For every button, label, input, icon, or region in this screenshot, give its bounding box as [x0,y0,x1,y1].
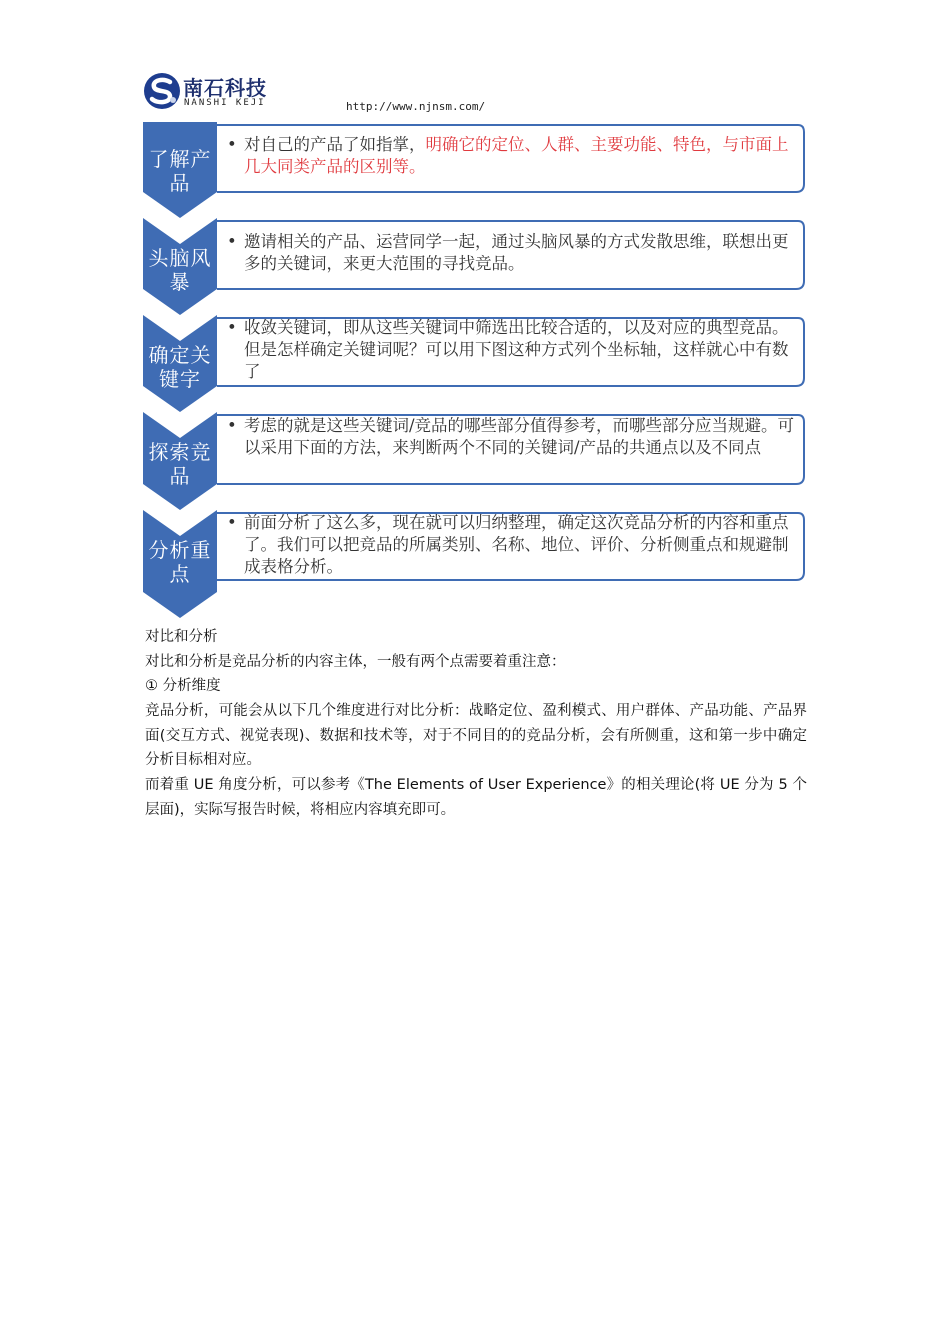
process-diagram [143,122,806,620]
section-heading: 对比和分析 [145,629,218,645]
step-label-4: 探索竞品 [148,440,212,488]
step-text-5-body: 前面分析了这么多，现在就可以归纳整理，确定这次竞品分析的内容和重点了。我们可以把竞品的所属类别、名称、地位、评价、分析侧重点和规避制成表格分析。 [244,513,789,576]
list-item-analysis-dimension: ① 分析维度 [145,678,221,694]
logo-english-name: NANSHI KEJI [184,98,266,108]
logo-s-icon [143,72,181,110]
step-label-2: 头脑风暴 [148,246,212,294]
step-text-1: • 对自己的产品了如指掌，明确它的定位、人群、主要功能、特色，与市面上几大同类产品的区别等。 [227,135,789,176]
step-text-4-body: 考虑的就是这些关键词/竞品的哪些部分值得参考，而哪些部分应当规避。可以采用下面的方法，来判断两个不同的关键词/产品的共通点以及不同点 [244,416,795,457]
paragraph-ue: 而着重 UE 角度分析，可以参考《The Elements of User Experience》的相关理论(将 UE 分为 5 个层面)，实际写报告时候，将相应内容填充即可。 [145,777,807,818]
website-url[interactable]: http://www.njnsm.com/ [346,100,486,113]
step-label-5: 分析重点 [148,538,212,586]
logo-chinese-name: 南石科技 [183,76,267,100]
company-logo [143,70,273,112]
step-text-4: • 考虑的就是这些关键词/竞品的哪些部分值得参考，而哪些部分应当规避。可以采用下面的方法，来判断两个不同的关键词/产品的共通点以及不同点 [227,415,799,459]
step-text-5: • 前面分析了这么多，现在就可以归纳整理，确定这次竞品分析的内容和重点了。我们可以把竞品的所属类别、名称、地位、评价、分析侧重点和规避制成表格分析。 [227,512,799,578]
step-text-2-body: 邀请相关的产品、运营同学一起，通过头脑风暴的方式发散思维，联想出更多的关键词，来更大范围的寻找竞品。 [244,232,789,273]
paragraph-dimensions: 竞品分析，可能会从以下几个维度进行对比分析：战略定位、盈利模式、用户群体、产品功能、产品界面(交互方式、视觉表现)、数据和技术等，对于不同目的的竞品分析，会有所侧重，这和第一步中确定分析目标相对应。 [145,703,807,768]
step-text-3-body: 收敛关键词，即从这些关键词中筛选出比较合适的，以及对应的典型竞品。但是怎样确定关键词呢？可以用下图这种方式列个坐标轴，这样就心中有数了 [244,318,789,381]
step-text-1-highlight: 明确它的定位、人群、主要功能、特色，与市面上几大同类产品的区别等。 [244,135,789,176]
step-label-3: 确定关键字 [148,343,212,391]
step-text-2: • 邀请相关的产品、运营同学一起，通过头脑风暴的方式发散思维，联想出更多的关键词，来更大范围的寻找竞品。 [227,231,799,275]
step-label-1: 了解产品 [148,147,212,195]
intro-paragraph: 对比和分析是竞品分析的内容主体，一般有两个点需要着重注意： [145,654,566,670]
step-text-3: • 收敛关键词，即从这些关键词中筛选出比较合适的，以及对应的典型竞品。但是怎样确定关键词呢？可以用下图这种方式列个坐标轴，这样就心中有数了 [227,317,799,383]
step-text-1-plain: 对自己的产品了如指掌， [244,135,426,154]
